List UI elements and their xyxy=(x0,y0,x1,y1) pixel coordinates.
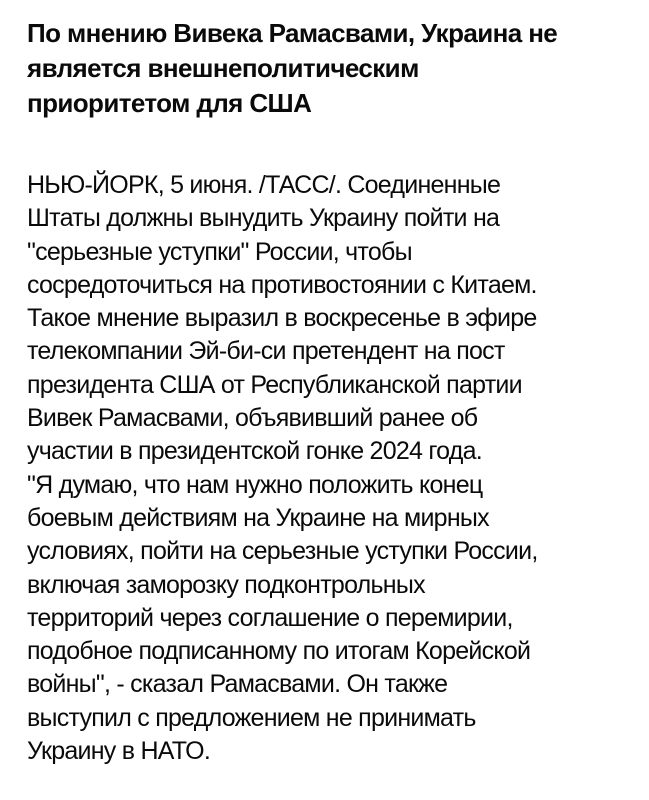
body-line: Штаты должны вынудить Украину пойти на xyxy=(27,204,500,233)
headline-line: является внешнеполитическим xyxy=(27,53,419,83)
body-line: телекомпании Эй-би-си претендент на пост xyxy=(27,337,505,366)
article-body xyxy=(27,169,637,768)
headline-line: приоритетом для США xyxy=(27,88,312,118)
headline-line: По мнению Вивека Рамасвами, Украина не xyxy=(27,18,558,48)
article-headline xyxy=(27,16,637,121)
body-line: территорий через соглашение о перемирии, xyxy=(27,603,513,632)
body-line: НЬЮ-ЙОРК, 5 июня. /ТАСС/. Соединенные xyxy=(27,171,501,199)
body-line: включая заморозку подконтрольных xyxy=(27,570,425,599)
body-line: боевым действиям на Украине на мирных xyxy=(27,503,489,532)
body-line: "серьезные уступки" России, чтобы xyxy=(27,237,412,266)
body-line: условиях, пойти на серьезные уступки России, xyxy=(27,537,538,566)
body-line: выступил с предложением не принимать xyxy=(27,703,476,732)
body-line: подобное подписанному по итогам Корейской xyxy=(27,637,531,666)
body-line: Украину в НАТО. xyxy=(27,737,211,766)
news-article xyxy=(27,16,637,768)
body-line: Вивек Рамасвами, объявивший ранее об xyxy=(27,404,478,433)
body-line: сосредоточиться на противостоянии с Китаем. xyxy=(27,270,537,299)
body-line: Такое мнение выразил в воскресенье в эфире xyxy=(27,304,537,333)
body-line: войны", - сказал Рамасвами. Он также xyxy=(27,670,448,699)
body-line: участии в президентской гонке 2024 года. xyxy=(27,437,482,466)
body-line: президента США от Республиканской партии xyxy=(27,370,522,399)
body-line: "Я думаю, что нам нужно положить конец xyxy=(27,470,483,499)
